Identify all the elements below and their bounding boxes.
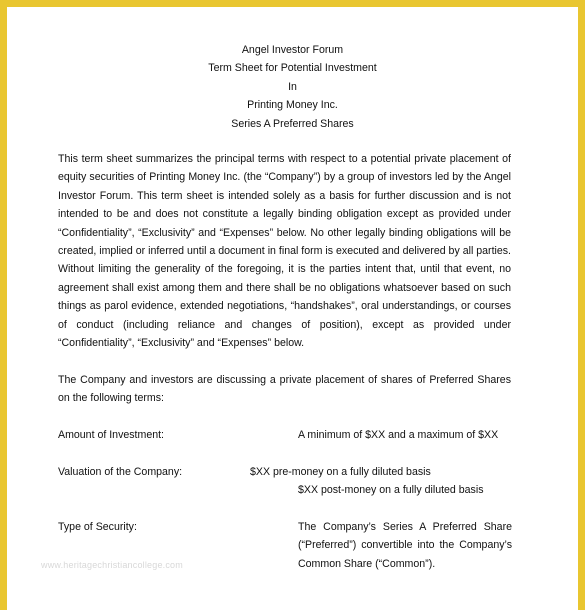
type-of-security-value: The Company’s Series A Preferred Share (“Preferred”) convertible into the Company’s Common Share (“Common”). (298, 521, 512, 570)
type-of-security-label: Type of Security: (58, 521, 137, 533)
watermark-text: www.heritagechristiancollege.com (41, 560, 183, 570)
title-line-company: Printing Money Inc. (247, 99, 338, 112)
valuation-pre-money-value: $XX pre-money on a fully diluted basis (250, 466, 431, 478)
intro-paragraph: This term sheet summarizes the principal terms with respect to a potential private placement of equity securities of Printing Money Inc. (the “Company”) by a group of investors led by the Angel Investor Forum. This term sheet is intended solely as a basis for further discussion and is not intended to be and does not constitute a legally binding obligation except as provided under “Confidentiality”, “Exclusivity” and “Expenses” below. No other legally binding obligations will be created, implied or inferred until a document in final form is executed and delivered by all parties. Without limiting the generality of the foregoing, it is the parties intent that, until that event, no agreement shall exist among them and there shall be no obligations whatsoever based on such things as parol evidence, extended negotiations, “handshakes”, oral understandings, or courses of conduct (including reliance and changes of position), except as provided under “Confidentiality”, “Exclusivity” and “Expenses” below. (58, 153, 511, 350)
title-line-forum: Angel Investor Forum (241, 44, 344, 56)
amount-of-investment-label: Amount of Investment: (58, 429, 164, 441)
title-line-in: In (288, 80, 297, 93)
valuation-post-money-value: $XX post-money on a fully diluted basis (298, 484, 484, 496)
amount-of-investment-value: A minimum of $XX and a maximum of $XX (298, 429, 499, 441)
discussion-paragraph: The Company and investors are discussing a private placement of shares of Preferred Shares on the following terms: (58, 374, 511, 405)
document-page (7, 7, 578, 610)
title-line-term-sheet: Term Sheet for Potential Investment (208, 62, 377, 75)
document-title-block (7, 41, 578, 133)
title-line-series: Series A Preferred Shares (231, 117, 354, 130)
valuation-label: Valuation of the Company: (58, 466, 183, 478)
